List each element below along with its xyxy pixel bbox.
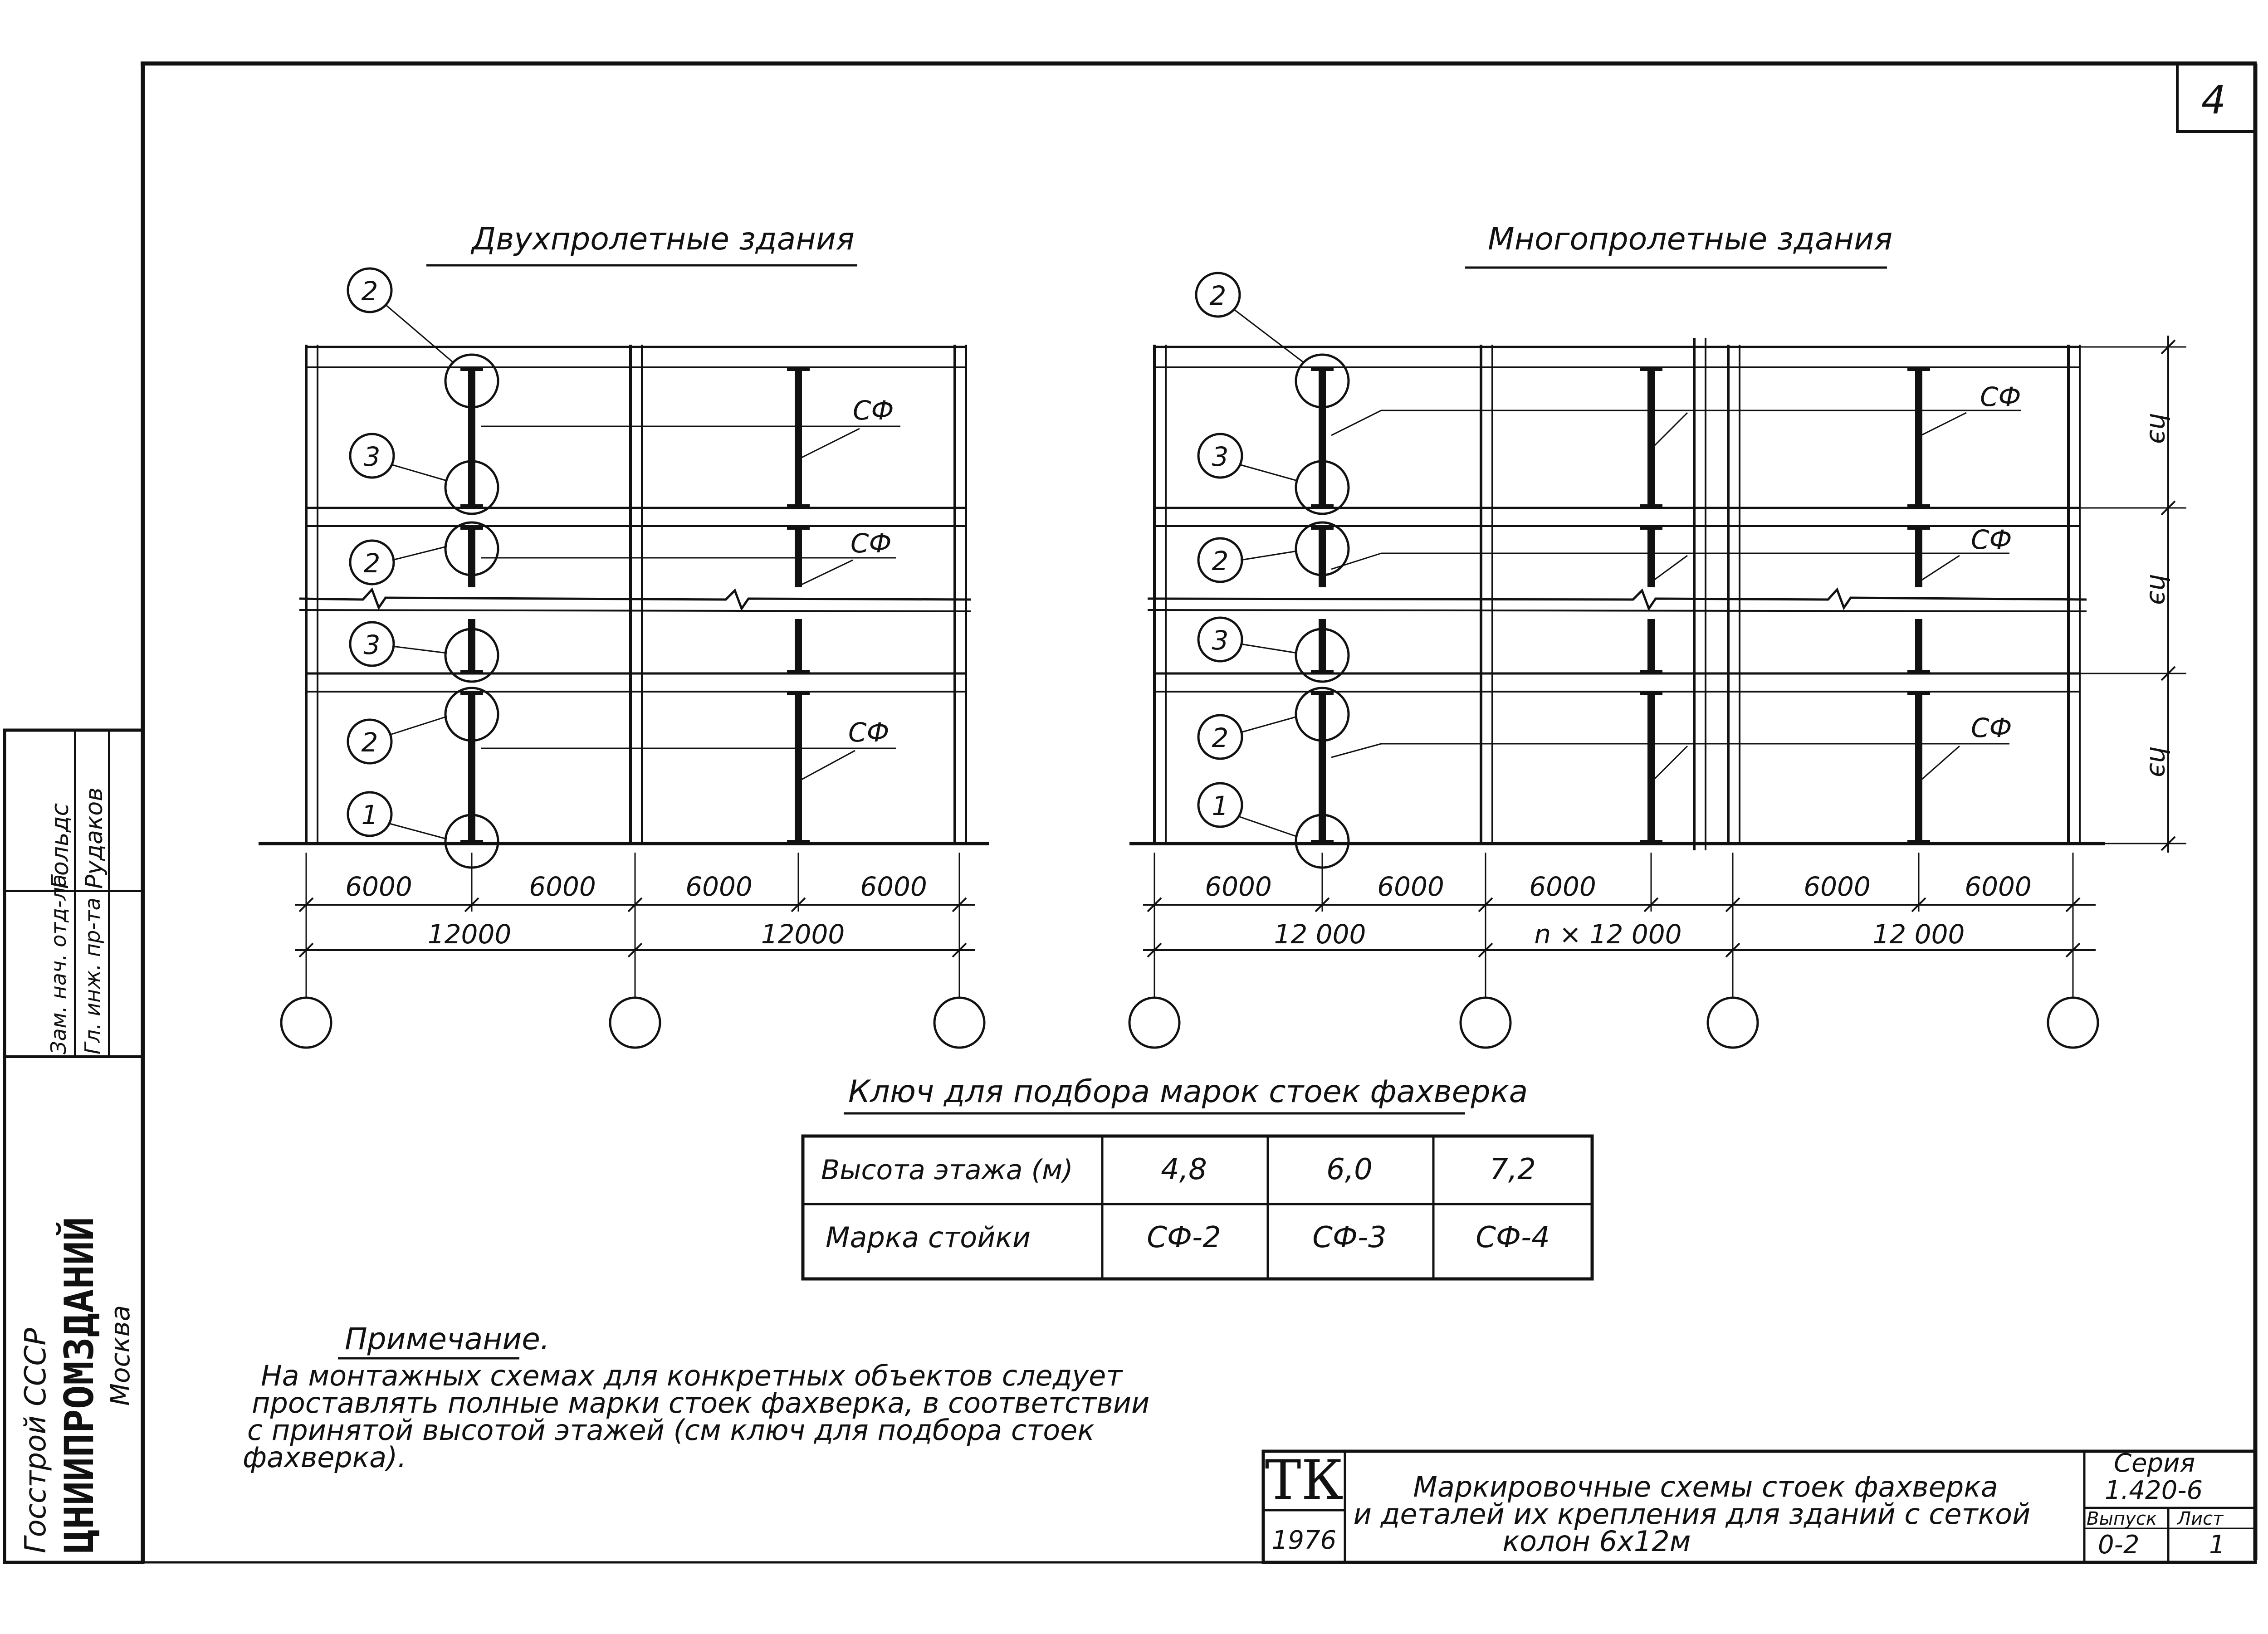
left-mark-4: 3	[363, 629, 381, 660]
right-dim-4: 6000	[1804, 871, 1871, 902]
right-dim-span-3: 12 000	[1872, 919, 1965, 950]
left-mark-1: 2	[361, 276, 378, 307]
note-line-1: На монтажных схемах для конкретных объектов следует	[261, 1359, 1123, 1392]
right-mark-3: 2	[1212, 546, 1229, 576]
key-height-3: 7,2	[1490, 1153, 1536, 1186]
right-height-label-2: hэ	[2144, 574, 2175, 605]
sheet-number: 4	[2201, 78, 2226, 123]
left-dimensions	[295, 853, 975, 998]
left-dim-4: 6000	[860, 871, 927, 902]
right-axis-bubbles	[1129, 998, 2098, 1048]
key-height-1: 4,8	[1161, 1153, 1207, 1186]
key-height-2: 6,0	[1326, 1153, 1373, 1186]
right-dim-span-1: 12 000	[1274, 919, 1366, 950]
stamp-title-2: и деталей их крепления для зданий с сеткой	[1353, 1497, 2031, 1531]
side-approval-block	[5, 730, 143, 1562]
left-sf-label-3: СФ	[848, 717, 890, 748]
right-mark-4: 3	[1212, 625, 1229, 656]
left-mark-3: 2	[363, 548, 381, 579]
note-block	[243, 1322, 1149, 1474]
left-mark-2: 3	[363, 441, 381, 472]
left-dim-1: 6000	[345, 871, 412, 902]
right-height-dimension	[2050, 336, 2186, 853]
key-mark-3: СФ-4	[1476, 1221, 1550, 1254]
key-mark-1: СФ-2	[1147, 1221, 1221, 1254]
left-dim-2: 6000	[529, 871, 596, 902]
right-mark-2: 3	[1212, 441, 1229, 472]
stamp-issue: 0-2	[2098, 1530, 2140, 1560]
title-stamp	[1263, 1449, 2255, 1562]
right-height-label-3: hэ	[2144, 746, 2175, 778]
stamp-title-1: Маркировочные схемы стоек фахверка	[1413, 1470, 1998, 1503]
side-org: ЦНИИПРОМЗДАНИЙ	[56, 1217, 103, 1553]
left-frame	[259, 268, 989, 1048]
right-section-title: Многопролетные здания	[1488, 221, 1893, 257]
key-row2-label: Марка стойки	[826, 1221, 1031, 1254]
left-dim-span-1: 12000	[427, 919, 512, 950]
side-city: Москва	[105, 1305, 136, 1406]
side-role-1: Зам. нач. отд-ла	[46, 874, 71, 1054]
side-name-2: Рудаков	[81, 787, 108, 889]
stamp-sheet: 1	[2209, 1530, 2225, 1560]
left-mark-6: 1	[361, 800, 378, 830]
right-frame-beams	[1148, 347, 2087, 692]
right-height-label-1: hэ	[2144, 413, 2175, 444]
side-ministry: Госстрой СССР	[19, 1328, 53, 1553]
right-fachwerk-columns	[1311, 370, 1930, 843]
stamp-title-3: колон 6х12м	[1502, 1525, 1691, 1558]
right-sf-label-2: СФ	[1971, 524, 2012, 555]
stamp-tk: ТК	[1265, 1449, 1344, 1512]
right-dim-span-2: n × 12 000	[1534, 919, 1682, 950]
left-sf-label-1: СФ	[853, 395, 894, 426]
right-frame-columns	[1154, 338, 2080, 850]
side-name-1: Гольдс	[47, 803, 74, 889]
right-dim-1: 6000	[1205, 871, 1272, 902]
left-mark-5: 2	[361, 727, 378, 758]
note-title: Примечание.	[345, 1322, 550, 1356]
note-line-3: с принятой высотой этажей (см ключ для подбора стоек	[247, 1414, 1095, 1447]
right-sf-label-1: СФ	[1980, 381, 2021, 412]
stamp-year: 1976	[1271, 1526, 1337, 1555]
left-mark-callouts	[348, 268, 454, 839]
right-mark-1: 2	[1209, 280, 1227, 311]
left-fachwerk-columns	[460, 370, 810, 843]
left-sf-label-2: СФ	[850, 528, 892, 559]
right-dim-5: 6000	[1965, 871, 2032, 902]
right-mark-6: 1	[1212, 790, 1229, 821]
left-dim-span-2: 12000	[761, 919, 845, 950]
right-dim-2: 6000	[1377, 871, 1444, 902]
stamp-series-label: Серия	[2114, 1449, 2195, 1478]
note-line-2: проставлять полные марки стоек фахверка, в соответствии	[252, 1386, 1150, 1419]
right-mark-callouts	[1196, 273, 1304, 837]
right-sf-label-3: СФ	[1971, 712, 2012, 743]
left-axis-bubbles	[281, 998, 984, 1048]
note-line-4: фахверка).	[243, 1441, 407, 1474]
stamp-issue-label: Выпуск	[2087, 1508, 2157, 1529]
section-titles	[426, 221, 1892, 268]
right-mark-5: 2	[1212, 722, 1229, 753]
left-section-title: Двухпролетные здания	[472, 221, 855, 257]
side-role-2: Гл. инж. пр-та	[80, 897, 105, 1054]
stamp-series: 1.420-6	[2105, 1476, 2203, 1505]
key-table	[803, 1074, 1592, 1279]
key-title: Ключ для подбора марок стоек фахверка	[848, 1074, 1528, 1110]
left-dim-3: 6000	[685, 871, 753, 902]
key-mark-2: СФ-3	[1312, 1221, 1387, 1254]
right-frame	[1129, 273, 2186, 1048]
stamp-sheet-label: Лист	[2177, 1508, 2224, 1529]
right-dimensions	[1143, 853, 2096, 998]
left-sf-labels	[481, 395, 900, 780]
right-dim-3: 6000	[1529, 871, 1596, 902]
key-row1-label: Высота этажа (м)	[821, 1154, 1073, 1186]
